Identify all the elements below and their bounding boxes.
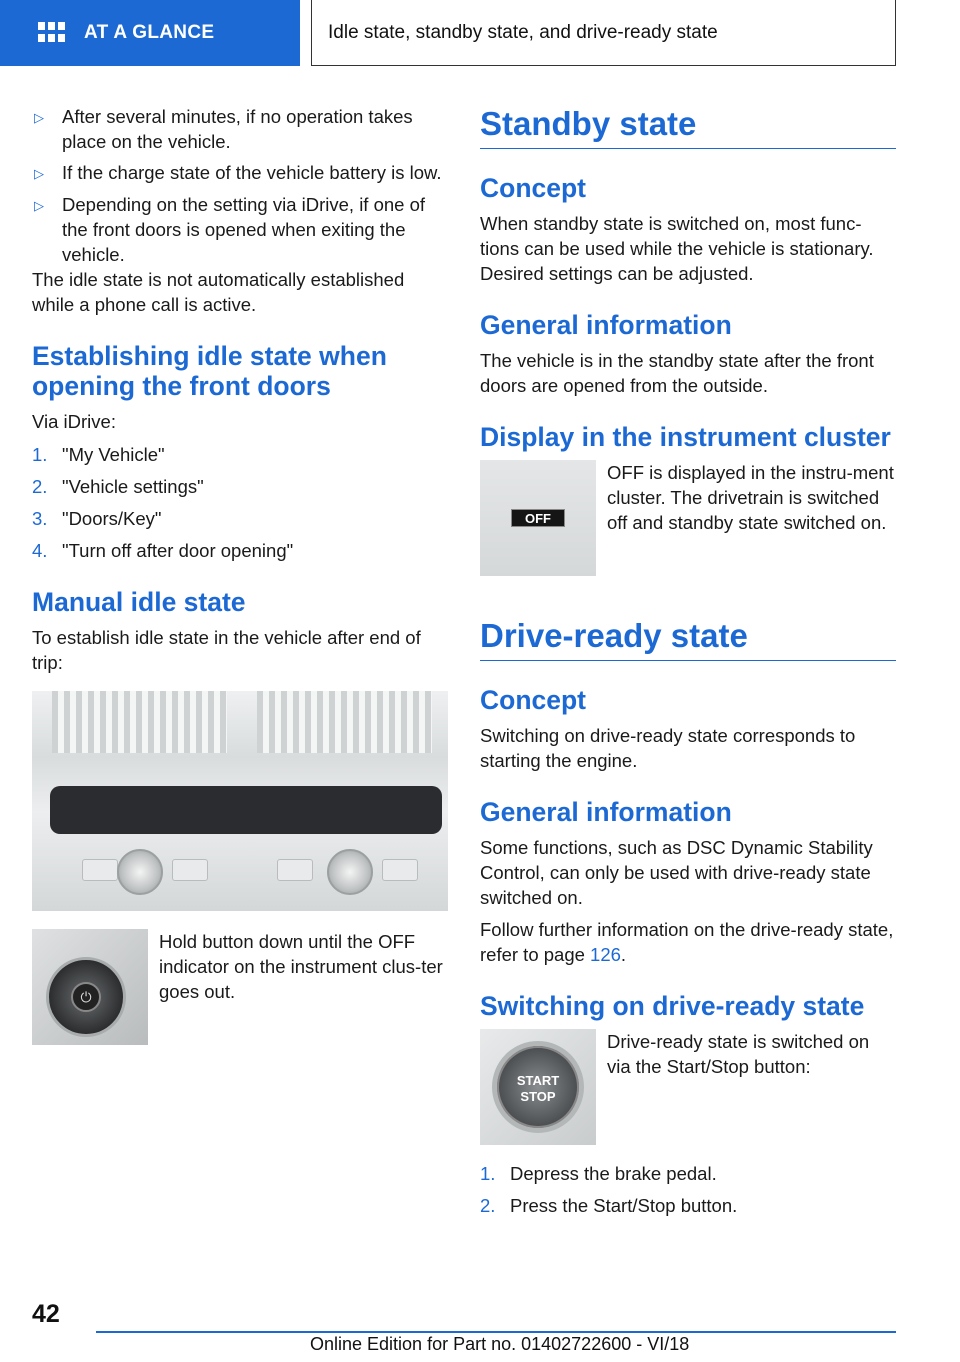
section-label: AT A GLANCE [84,22,215,43]
heading-concept-2: Concept [480,685,586,715]
off-label: OFF [511,509,565,527]
heading-front-doors: Establishing idle state when opening the front doors [32,341,387,401]
list-item: ▷ Depending on the setting via iDrive, if one of the front doors is opened when exiting the vehicle. [34,194,426,265]
heading-general-info-2: General information [480,797,732,827]
hold-button-text: Hold button down until the OFF indicator on the instrument clus‐ter goes out. [159,931,443,1002]
start-stop-row [480,1029,896,1145]
start-stop-image [480,1029,596,1145]
off-display-row [480,460,896,576]
heading-switching-on: Switching on drive-ready state [480,991,865,1021]
heading-standby: Standby state [480,104,896,149]
knob-left [117,849,163,895]
grid-icon [38,22,66,44]
left-column [32,104,448,1045]
page-header [0,0,960,66]
list-item: 1. "My Vehicle" [32,444,165,465]
power-button-image [32,929,148,1045]
footer-edition: Online Edition for Part no. 01402722600 - VI/18 [310,1334,690,1354]
follow-info-text: Follow further information on the drive-ready state, refer to page 126. [480,919,894,965]
start-stop-button-icon: START STOP [492,1041,584,1133]
manual-idle-text: To establish idle state in the vehicle after end of trip: [32,627,421,673]
heading-manual-idle: Manual idle state [32,587,246,617]
section-tab[interactable] [0,0,300,66]
chapter-title-box [311,0,896,66]
concept-text: When standby state is switched on, most func‐tions can be used while the vehicle is stationary. Desired settings can be adjusted. [480,213,874,284]
display-text: OFF is displayed in the instru‐ment cluster. The drivetrain is switched off and standby state switched on. [607,462,894,533]
knob-right [327,849,373,895]
triangle-bullet-icon: ▷ [34,198,44,213]
via-idrive-text: Via iDrive: [32,411,116,432]
power-button-row [32,929,448,1045]
phone-call-note: The idle state is not automatically established while a phone call is active. [32,269,405,315]
list-item: 4. "Turn off after door opening" [32,540,294,561]
concept-2-text: Switching on drive-ready state corresponds to starting the engine. [480,725,856,771]
triangle-bullet-icon: ▷ [34,110,44,125]
list-item: ▷ If the charge state of the vehicle battery is low. [32,160,448,186]
off-indicator-image [480,460,596,576]
drive-ready-steps [480,1161,896,1218]
switching-text: Drive-ready state is switched on via the Start/Stop button: [607,1031,870,1077]
chapter-title: Idle state, standby state, and drive-ready state [328,21,718,43]
right-column [480,104,896,1225]
list-item: 3. "Doors/Key" [32,508,162,529]
list-item: 2. "Vehicle settings" [32,476,204,497]
list-item: 1. Depress the brake pedal. [480,1163,717,1184]
footer-divider [96,1331,896,1333]
power-icon: ⏻ [71,982,101,1012]
general-info-2-text: Some functions, such as DSC Dynamic Stability Control, can only be used with drive-ready state switched on. [480,837,873,908]
triangle-bullet-icon: ▷ [34,166,44,181]
heading-drive-ready: Drive-ready state [480,616,896,661]
center-console-image [32,691,448,911]
page-number: 42 [32,1300,60,1328]
radio-panel [50,786,442,834]
heading-concept: Concept [480,173,586,203]
heading-display-cluster: Display in the instrument cluster [480,422,891,452]
heading-general-info: General information [480,310,732,340]
list-item: 2. Press the Start/Stop button. [480,1195,738,1216]
page-link[interactable]: 126 [590,944,621,965]
list-item: ▷ After several minutes, if no operation takes place on the vehicle. [34,106,413,152]
general-info-text: The vehicle is in the standby state after the front doors are opened from the outside. [480,350,874,396]
